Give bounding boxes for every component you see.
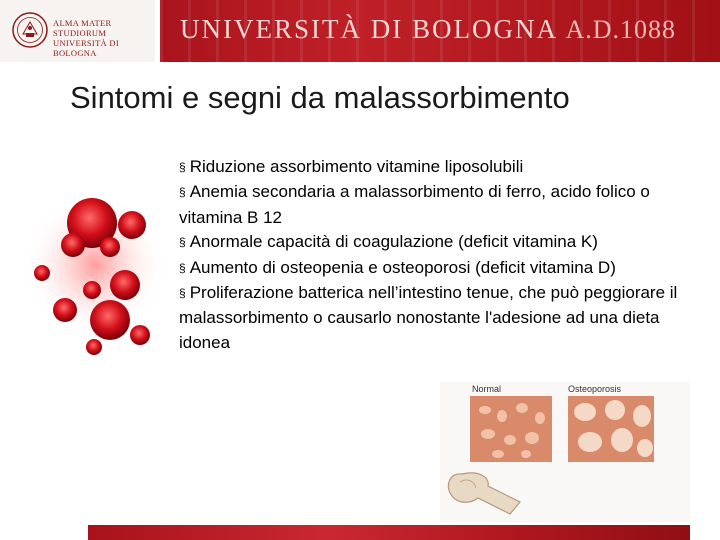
bullet-marker: §	[179, 260, 186, 275]
header	[0, 0, 720, 62]
footer-stripe	[88, 525, 690, 540]
bullet-text: Proliferazione batterica nell’intestino tenue, che può peggiorare il malassorbimento o causarlo nonostante l'adesione ad una dieta idonea	[179, 283, 678, 352]
bullet-item	[179, 281, 689, 355]
banner-title: UNIVERSITÀ DI BOLOGNA	[180, 14, 558, 44]
bullet-text: Anemia secondaria a malassorbimento di ferro, acido folico o vitamina B 12	[179, 182, 650, 227]
bullet-item	[179, 180, 689, 230]
bullet-list	[179, 155, 689, 355]
bullet-text: Aumento di osteopenia e osteoporosi (deficit vitamina D)	[189, 257, 616, 277]
bullet-text: Riduzione assorbimento vitamine liposolubili	[189, 157, 524, 176]
bullet-marker: §	[179, 185, 186, 200]
red-blood-cells-icon	[20, 175, 180, 365]
bullet-marker: §	[179, 235, 186, 250]
seal-icon	[12, 12, 48, 48]
bullet-text: Anormale capacità di coagulazione (deficit vitamina K)	[189, 232, 598, 252]
bullet-item	[179, 155, 689, 180]
bone-osteoporosis-illustration	[440, 382, 690, 522]
logo-text	[53, 18, 155, 58]
bone-osteoporosis-icon	[440, 382, 690, 522]
bullet-item	[179, 230, 689, 255]
logo-line-2: UNIVERSITÀ DI BOLOGNA	[53, 38, 119, 58]
bullet-item	[179, 256, 689, 281]
logo-line-1: ALMA MATER STUDIORUM	[53, 18, 112, 38]
bullet-marker: §	[179, 286, 186, 301]
header-banner	[160, 0, 720, 62]
bullet-marker: §	[179, 160, 186, 174]
university-logo	[0, 0, 155, 62]
banner-year: A.D.1088	[565, 15, 676, 44]
bone-label-osteoporosis: Osteoporosis	[568, 384, 622, 394]
bone-label-normal: Normal	[472, 384, 502, 394]
slide-title: Sintomi e segni da malassorbimento	[70, 80, 570, 115]
